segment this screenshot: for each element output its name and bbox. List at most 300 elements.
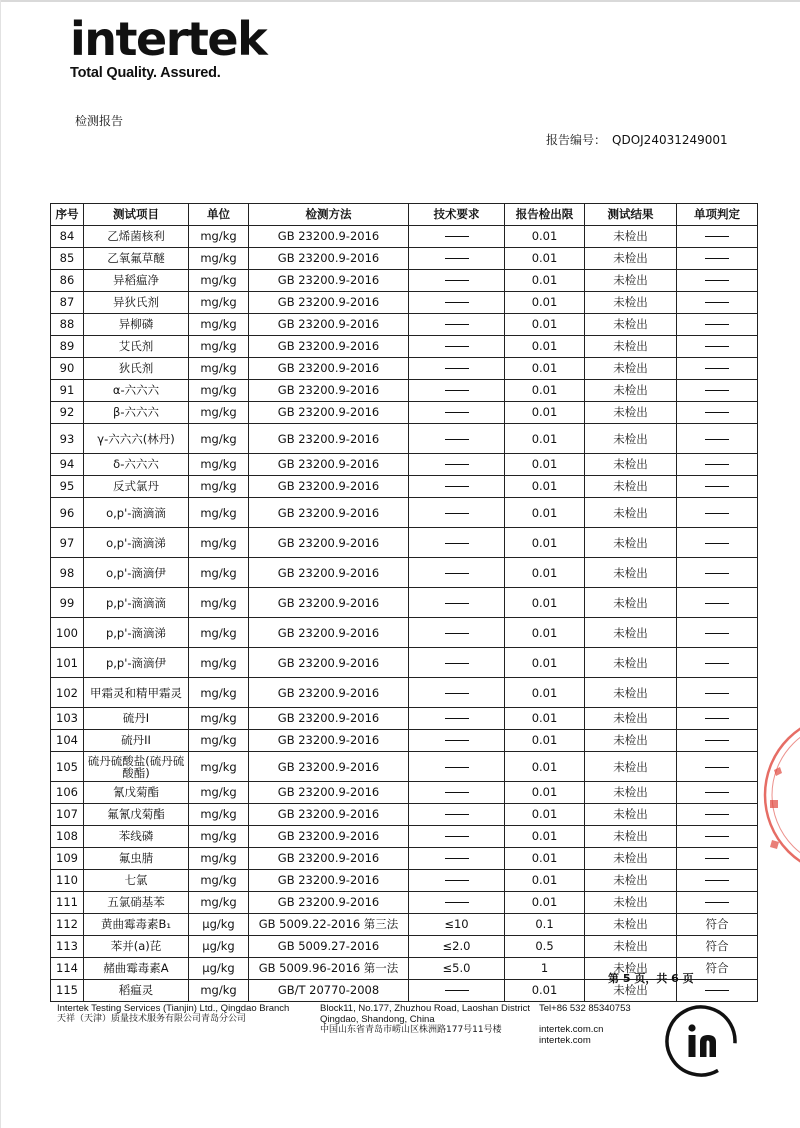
table-cell: GB 23200.9-2016: [249, 848, 409, 870]
table-row: [51, 358, 758, 380]
table-cell: [409, 528, 505, 558]
table-cell: [677, 804, 758, 826]
table-cell: mg/kg: [189, 980, 249, 1002]
table-cell: μg/kg: [189, 914, 249, 936]
table-cell: [677, 454, 758, 476]
not-applicable-dash: [445, 740, 469, 741]
table-row: [51, 380, 758, 402]
table-cell: [409, 730, 505, 752]
table-cell: [677, 730, 758, 752]
table-row: [51, 454, 758, 476]
intertek-circle-logo: [664, 1004, 738, 1078]
table-cell: 90: [51, 358, 84, 380]
table-cell: GB 23200.9-2016: [249, 528, 409, 558]
table-cell: mg/kg: [189, 270, 249, 292]
table-cell: 0.01: [505, 270, 585, 292]
table-row: [51, 892, 758, 914]
table-cell: [677, 848, 758, 870]
table-cell: 反式氯丹: [84, 476, 189, 498]
table-cell: [677, 270, 758, 292]
table-cell: 未检出: [585, 314, 677, 336]
table-cell: 97: [51, 528, 84, 558]
table-cell: [409, 454, 505, 476]
not-applicable-dash: [445, 324, 469, 325]
not-applicable-dash: [445, 990, 469, 991]
table-cell: o,p'-滴滴滴: [84, 498, 189, 528]
not-applicable-dash: [445, 439, 469, 440]
table-cell: 未检出: [585, 752, 677, 782]
table-cell: 七氯: [84, 870, 189, 892]
table-cell: 0.01: [505, 292, 585, 314]
not-applicable-dash: [705, 603, 729, 604]
table-row: [51, 752, 758, 782]
not-applicable-dash: [445, 858, 469, 859]
table-cell: [677, 618, 758, 648]
table-cell: GB 23200.9-2016: [249, 678, 409, 708]
table-cell: ≤5.0: [409, 958, 505, 980]
table-cell: 未检出: [585, 558, 677, 588]
not-applicable-dash: [705, 633, 729, 634]
table-cell: [409, 892, 505, 914]
table-cell: [409, 226, 505, 248]
table-row: [51, 336, 758, 358]
not-applicable-dash: [445, 767, 469, 768]
not-applicable-dash: [445, 302, 469, 303]
table-row: [51, 826, 758, 848]
table-cell: 异稻瘟净: [84, 270, 189, 292]
table-cell: 未检出: [585, 336, 677, 358]
table-cell: mg/kg: [189, 752, 249, 782]
footer-company-en: Intertek Testing Services (Tianjin) Ltd., Qingdao Branch: [57, 1003, 290, 1014]
not-applicable-dash: [705, 368, 729, 369]
not-applicable-dash: [705, 439, 729, 440]
table-row: [51, 558, 758, 588]
table-cell: 未检出: [585, 958, 677, 980]
table-cell: GB 23200.9-2016: [249, 292, 409, 314]
table-cell: 110: [51, 870, 84, 892]
table-row: [51, 618, 758, 648]
table-cell: 88: [51, 314, 84, 336]
not-applicable-dash: [705, 486, 729, 487]
table-cell: GB 23200.9-2016: [249, 588, 409, 618]
table-cell: 甲霜灵和精甲霜灵: [84, 678, 189, 708]
table-cell: 103: [51, 708, 84, 730]
table-cell: 0.01: [505, 588, 585, 618]
table-cell: mg/kg: [189, 380, 249, 402]
header-cell: 检测方法: [249, 204, 409, 226]
table-cell: mg/kg: [189, 870, 249, 892]
table-cell: [409, 708, 505, 730]
table-cell: 0.1: [505, 914, 585, 936]
table-cell: [409, 826, 505, 848]
table-cell: 未检出: [585, 848, 677, 870]
not-applicable-dash: [445, 486, 469, 487]
table-cell: 未检出: [585, 226, 677, 248]
not-applicable-dash: [705, 663, 729, 664]
not-applicable-dash: [445, 814, 469, 815]
not-applicable-dash: [445, 663, 469, 664]
table-cell: GB 23200.9-2016: [249, 870, 409, 892]
intertek-logo: [70, 12, 267, 81]
not-applicable-dash: [445, 718, 469, 719]
table-cell: 0.01: [505, 424, 585, 454]
table-row: [51, 678, 758, 708]
table-cell: [409, 678, 505, 708]
table-row: [51, 730, 758, 752]
table-cell: GB 23200.9-2016: [249, 454, 409, 476]
not-applicable-dash: [705, 302, 729, 303]
table-cell: GB 23200.9-2016: [249, 752, 409, 782]
table-cell: 0.01: [505, 558, 585, 588]
table-cell: GB 23200.9-2016: [249, 804, 409, 826]
not-applicable-dash: [705, 573, 729, 574]
footer-contact: [539, 1003, 669, 1046]
table-cell: GB 23200.9-2016: [249, 226, 409, 248]
table-cell: [677, 424, 758, 454]
table-cell: 96: [51, 498, 84, 528]
table-cell: 0.01: [505, 402, 585, 424]
table-cell: mg/kg: [189, 226, 249, 248]
table-cell: 艾氏剂: [84, 336, 189, 358]
table-cell: δ-六六六: [84, 454, 189, 476]
footer-web: intertek.com: [539, 1035, 591, 1046]
table-cell: [677, 892, 758, 914]
table-cell: [677, 782, 758, 804]
not-applicable-dash: [705, 346, 729, 347]
table-cell: mg/kg: [189, 782, 249, 804]
table-cell: o,p'-滴滴伊: [84, 558, 189, 588]
table-header-row: [51, 204, 758, 226]
table-cell: 氰戊菊酯: [84, 782, 189, 804]
table-cell: 111: [51, 892, 84, 914]
table-cell: [677, 314, 758, 336]
table-cell: GB 23200.9-2016: [249, 782, 409, 804]
table-cell: μg/kg: [189, 936, 249, 958]
table-cell: μg/kg: [189, 958, 249, 980]
not-applicable-dash: [445, 368, 469, 369]
table-cell: 稻瘟灵: [84, 980, 189, 1002]
table-cell: 85: [51, 248, 84, 270]
table-row: [51, 588, 758, 618]
table-cell: GB 23200.9-2016: [249, 270, 409, 292]
table-cell: [409, 402, 505, 424]
table-cell: 未检出: [585, 914, 677, 936]
table-cell: mg/kg: [189, 528, 249, 558]
table-cell: GB 23200.9-2016: [249, 558, 409, 588]
table-cell: [409, 648, 505, 678]
not-applicable-dash: [705, 836, 729, 837]
table-row: [51, 848, 758, 870]
not-applicable-dash: [445, 573, 469, 574]
table-cell: 0.01: [505, 892, 585, 914]
table-row: [51, 914, 758, 936]
not-applicable-dash: [445, 836, 469, 837]
table-cell: 0.01: [505, 826, 585, 848]
table-cell: 114: [51, 958, 84, 980]
table-cell: [409, 752, 505, 782]
table-cell: 86: [51, 270, 84, 292]
table-cell: p,p'-滴滴涕: [84, 618, 189, 648]
table-cell: [409, 292, 505, 314]
table-cell: 异柳磷: [84, 314, 189, 336]
results-table-body: [51, 226, 758, 1002]
table-cell: [677, 402, 758, 424]
table-cell: 未检出: [585, 270, 677, 292]
table-cell: mg/kg: [189, 248, 249, 270]
table-cell: mg/kg: [189, 892, 249, 914]
table-cell: 92: [51, 402, 84, 424]
table-cell: 0.01: [505, 730, 585, 752]
table-cell: 102: [51, 678, 84, 708]
table-cell: 五氯硝基苯: [84, 892, 189, 914]
table-cell: 未检出: [585, 248, 677, 270]
not-applicable-dash: [705, 236, 729, 237]
table-cell: 乙氧氟草醚: [84, 248, 189, 270]
not-applicable-dash: [445, 464, 469, 465]
table-row: [51, 314, 758, 336]
table-cell: 0.5: [505, 936, 585, 958]
table-cell: 0.01: [505, 708, 585, 730]
table-cell: 未检出: [585, 782, 677, 804]
table-cell: mg/kg: [189, 498, 249, 528]
table-cell: ≤2.0: [409, 936, 505, 958]
table-cell: [409, 848, 505, 870]
table-cell: 未检出: [585, 936, 677, 958]
table-cell: GB 23200.9-2016: [249, 476, 409, 498]
table-cell: mg/kg: [189, 730, 249, 752]
table-cell: 105: [51, 752, 84, 782]
table-cell: 0.01: [505, 476, 585, 498]
not-applicable-dash: [705, 390, 729, 391]
table-cell: 符合: [677, 958, 758, 980]
table-cell: [677, 380, 758, 402]
table-cell: [409, 380, 505, 402]
not-applicable-dash: [445, 603, 469, 604]
table-row: [51, 936, 758, 958]
not-applicable-dash: [705, 902, 729, 903]
table-cell: [677, 678, 758, 708]
table-cell: [409, 314, 505, 336]
table-cell: [409, 498, 505, 528]
table-cell: 115: [51, 980, 84, 1002]
not-applicable-dash: [445, 693, 469, 694]
table-cell: GB 23200.9-2016: [249, 336, 409, 358]
table-cell: 未检出: [585, 980, 677, 1002]
table-cell: GB 23200.9-2016: [249, 358, 409, 380]
table-row: [51, 708, 758, 730]
table-cell: [677, 752, 758, 782]
table-cell: [677, 226, 758, 248]
results-table-container: [50, 203, 757, 1002]
table-cell: 氟虫腈: [84, 848, 189, 870]
header-cell: 序号: [51, 204, 84, 226]
table-cell: 硫丹I: [84, 708, 189, 730]
table-cell: 94: [51, 454, 84, 476]
not-applicable-dash: [445, 346, 469, 347]
table-cell: mg/kg: [189, 848, 249, 870]
footer-address-cn: 中国山东省青岛市崂山区株洲路177号11号楼: [320, 1025, 502, 1035]
table-cell: 108: [51, 826, 84, 848]
table-cell: [409, 588, 505, 618]
not-applicable-dash: [705, 280, 729, 281]
table-cell: 未检出: [585, 380, 677, 402]
table-cell: 0.01: [505, 870, 585, 892]
table-cell: GB 23200.9-2016: [249, 648, 409, 678]
table-cell: [409, 870, 505, 892]
table-cell: 未检出: [585, 588, 677, 618]
results-table: [50, 203, 758, 1002]
table-cell: 95: [51, 476, 84, 498]
header-cell: 测试结果: [585, 204, 677, 226]
table-cell: β-六六六: [84, 402, 189, 424]
table-cell: p,p'-滴滴滴: [84, 588, 189, 618]
table-cell: GB 5009.22-2016 第三法: [249, 914, 409, 936]
table-cell: GB 5009.27-2016: [249, 936, 409, 958]
table-cell: mg/kg: [189, 454, 249, 476]
table-cell: 104: [51, 730, 84, 752]
table-cell: GB 23200.9-2016: [249, 380, 409, 402]
table-cell: mg/kg: [189, 708, 249, 730]
footer-address: [320, 1003, 530, 1036]
report-number-value: QDOJ24031249001: [612, 133, 728, 147]
not-applicable-dash: [705, 990, 729, 991]
table-cell: 未检出: [585, 826, 677, 848]
footer-tel: Tel+86 532 85340753: [539, 1003, 631, 1014]
table-cell: 未检出: [585, 454, 677, 476]
table-cell: [409, 804, 505, 826]
table-cell: GB 23200.9-2016: [249, 248, 409, 270]
table-cell: p,p'-滴滴伊: [84, 648, 189, 678]
table-cell: 0.01: [505, 782, 585, 804]
table-cell: o,p'-滴滴涕: [84, 528, 189, 558]
table-cell: GB 23200.9-2016: [249, 826, 409, 848]
table-cell: 0.01: [505, 528, 585, 558]
table-cell: [677, 336, 758, 358]
table-row: [51, 528, 758, 558]
table-cell: GB 23200.9-2016: [249, 730, 409, 752]
table-cell: [677, 588, 758, 618]
red-seal-stamp: [760, 700, 800, 890]
table-cell: 未检出: [585, 708, 677, 730]
table-cell: 未检出: [585, 476, 677, 498]
table-cell: 异狄氏剂: [84, 292, 189, 314]
header-cell: 报告检出限: [505, 204, 585, 226]
header-cell: 测试项目: [84, 204, 189, 226]
table-cell: GB 23200.9-2016: [249, 314, 409, 336]
table-cell: 84: [51, 226, 84, 248]
page-number: 第 5 页，共 6 页: [608, 972, 694, 985]
table-cell: [677, 292, 758, 314]
table-cell: α-六六六: [84, 380, 189, 402]
not-applicable-dash: [445, 543, 469, 544]
table-cell: [409, 558, 505, 588]
table-cell: GB 5009.96-2016 第一法: [249, 958, 409, 980]
table-cell: mg/kg: [189, 358, 249, 380]
not-applicable-dash: [705, 814, 729, 815]
not-applicable-dash: [705, 792, 729, 793]
table-cell: [677, 826, 758, 848]
table-cell: GB 23200.9-2016: [249, 402, 409, 424]
table-cell: 89: [51, 336, 84, 358]
table-cell: γ-六六六(林丹): [84, 424, 189, 454]
table-cell: ≤10: [409, 914, 505, 936]
table-cell: mg/kg: [189, 826, 249, 848]
table-row: [51, 402, 758, 424]
not-applicable-dash: [445, 513, 469, 514]
footer-company-cn: 天祥（天津）质量技术服务有限公司青岛分公司: [57, 1014, 247, 1024]
table-cell: 0.01: [505, 336, 585, 358]
logo-tagline: Total Quality. Assured.: [70, 65, 221, 81]
table-cell: 苯并(a)芘: [84, 936, 189, 958]
table-cell: 106: [51, 782, 84, 804]
not-applicable-dash: [445, 880, 469, 881]
table-cell: 未检出: [585, 424, 677, 454]
table-cell: GB 23200.9-2016: [249, 424, 409, 454]
table-cell: 0.01: [505, 848, 585, 870]
report-number: [546, 131, 734, 148]
table-row: [51, 782, 758, 804]
table-cell: [409, 358, 505, 380]
table-cell: mg/kg: [189, 588, 249, 618]
table-cell: 未检出: [585, 730, 677, 752]
table-cell: [677, 498, 758, 528]
table-cell: [677, 708, 758, 730]
table-cell: 符合: [677, 914, 758, 936]
not-applicable-dash: [705, 513, 729, 514]
table-cell: mg/kg: [189, 804, 249, 826]
table-cell: [409, 618, 505, 648]
table-cell: mg/kg: [189, 648, 249, 678]
header-cell: 单项判定: [677, 204, 758, 226]
table-cell: [409, 980, 505, 1002]
table-cell: 未检出: [585, 402, 677, 424]
table-cell: 未检出: [585, 498, 677, 528]
table-row: [51, 248, 758, 270]
table-cell: mg/kg: [189, 678, 249, 708]
table-cell: 0.01: [505, 980, 585, 1002]
table-cell: 未检出: [585, 618, 677, 648]
table-cell: [677, 870, 758, 892]
table-cell: [677, 648, 758, 678]
table-cell: [409, 270, 505, 292]
not-applicable-dash: [445, 280, 469, 281]
table-row: [51, 870, 758, 892]
table-row: [51, 476, 758, 498]
table-cell: 0.01: [505, 380, 585, 402]
table-cell: 98: [51, 558, 84, 588]
table-cell: 乙烯菌核利: [84, 226, 189, 248]
table-cell: [409, 248, 505, 270]
not-applicable-dash: [705, 412, 729, 413]
table-cell: [677, 558, 758, 588]
not-applicable-dash: [705, 464, 729, 465]
table-cell: 1: [505, 958, 585, 980]
not-applicable-dash: [705, 258, 729, 259]
table-row: [51, 424, 758, 454]
table-cell: 0.01: [505, 678, 585, 708]
table-cell: mg/kg: [189, 292, 249, 314]
table-cell: 0.01: [505, 226, 585, 248]
not-applicable-dash: [445, 258, 469, 259]
table-cell: 0.01: [505, 358, 585, 380]
table-cell: 109: [51, 848, 84, 870]
table-cell: mg/kg: [189, 314, 249, 336]
table-cell: 0.01: [505, 804, 585, 826]
table-cell: [409, 782, 505, 804]
not-applicable-dash: [445, 902, 469, 903]
table-cell: GB 23200.9-2016: [249, 708, 409, 730]
table-cell: GB/T 20770-2008: [249, 980, 409, 1002]
